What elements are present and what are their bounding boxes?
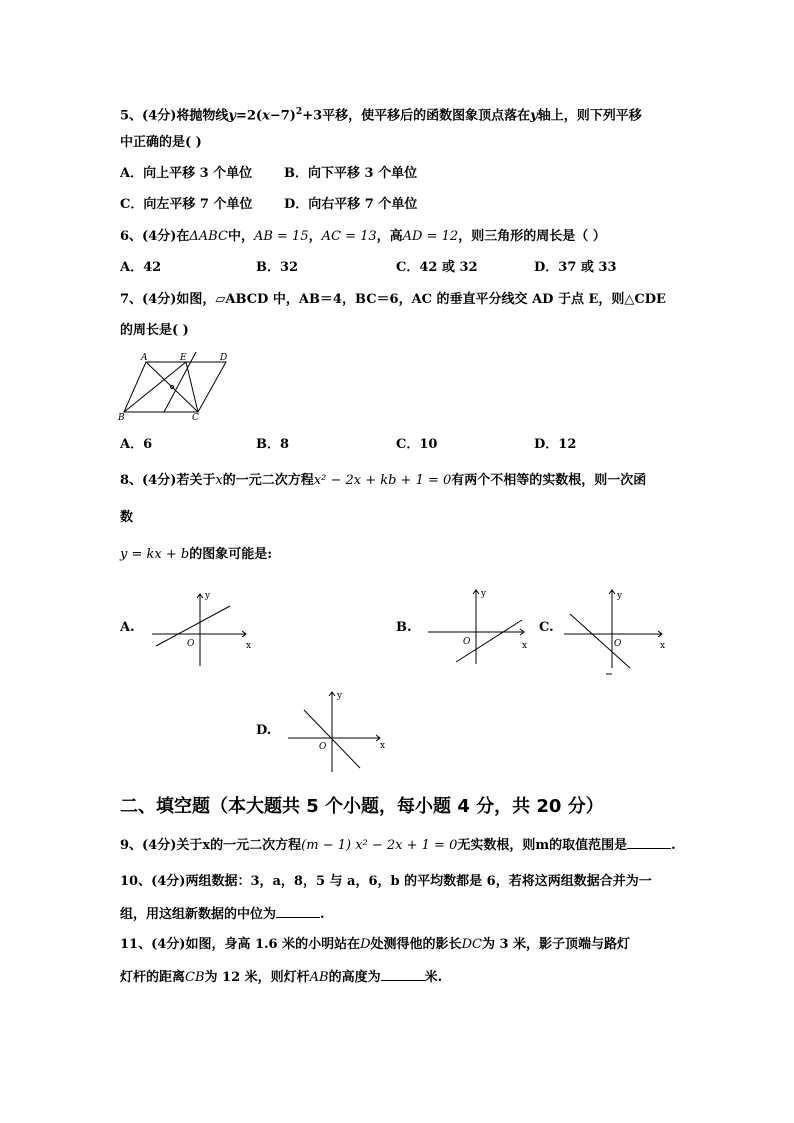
q5-option-c: C．向左平移 7 个单位	[120, 197, 253, 212]
q6-line1	[120, 228, 606, 246]
axis-y-label: y	[481, 589, 487, 599]
q9-end: .	[671, 838, 676, 853]
q5-line1	[120, 103, 642, 125]
q6-tail: ，则三角形的周长是（ ）	[458, 229, 606, 244]
q6-ad: AD = 12	[402, 229, 459, 244]
axis-y-label: y	[337, 691, 343, 701]
q6-option-c: C．42 或 32	[396, 260, 478, 275]
axis-y-label: y	[617, 591, 623, 601]
q9-line1	[120, 836, 676, 855]
q6-triangle: ΔABC	[189, 229, 228, 244]
q9-prefix: 9、(4分)关于x的一元二次方程	[120, 838, 302, 853]
origin-label: O	[463, 637, 471, 647]
axis-x-label: x	[522, 641, 528, 651]
q5-tail: 轴上，则下列平移	[537, 108, 642, 124]
q11-line2	[120, 968, 442, 987]
segment-be	[124, 362, 186, 412]
q6-option-a: A．42	[120, 260, 162, 275]
q8-line3	[120, 546, 272, 564]
q5-formula-y: y	[228, 108, 236, 124]
q7-option-d: D．12	[534, 437, 577, 452]
q6-option-d: D．37 或 33	[534, 260, 617, 275]
q8-graph-b	[426, 586, 536, 666]
q11-dc: DC	[461, 937, 482, 952]
q9-equation: (m − 1) x² − 2x + 1 = 0	[301, 838, 458, 853]
q5-formula-sup: 2	[295, 107, 303, 117]
q8-func: y = kx + b	[120, 547, 190, 562]
q6-prefix: 6、(4分)在	[120, 229, 190, 244]
q8-line2: 数	[120, 510, 134, 525]
axis-x-label: x	[380, 741, 386, 751]
q7-line2: 的周长是( )	[120, 323, 189, 338]
q9-answer-blank[interactable]	[627, 836, 671, 849]
parallelogram-abcd	[124, 362, 226, 412]
q5-formula-end: +3	[302, 108, 323, 124]
q8-mid: 的一元二次方程	[222, 473, 314, 488]
q11-end: 米.	[424, 970, 443, 985]
q7-parallelogram-figure	[116, 350, 236, 422]
label-c: C	[192, 413, 199, 422]
q11-answer-blank[interactable]	[381, 968, 425, 981]
label-b: B	[118, 413, 125, 422]
q11-line2-mid: 为 12 米，则灯杆	[204, 970, 310, 985]
q8-graph-c	[562, 586, 672, 676]
q7-option-b: B．8	[256, 437, 290, 452]
origin-label: O	[187, 639, 195, 649]
segment-ec	[186, 362, 198, 412]
q11-line1	[120, 936, 630, 954]
q11-d: D	[360, 937, 371, 952]
q10-line2	[120, 905, 325, 924]
q8-line3-tail: 的图象可能是:	[189, 547, 273, 562]
q8-option-d-label: D.	[256, 723, 272, 738]
q6-ab: AB = 15	[253, 229, 309, 244]
q5-prefix: 5、(4分)将抛物线	[120, 108, 229, 124]
q5-option-a: A．向上平移 3 个单位	[120, 166, 253, 181]
q8-option-a-label: A.	[120, 620, 135, 635]
q5-option-b: B．向下平移 3 个单位	[284, 166, 418, 181]
q5-option-d: D．向右平移 7 个单位	[284, 197, 418, 212]
label-d: D	[220, 353, 228, 363]
axis-x-label: x	[660, 641, 666, 651]
q8-prefix: 8、(4分)若关于	[120, 473, 216, 488]
q10-line2-prefix: 组，用这组新数据的中位为	[120, 907, 277, 922]
q8-var: x	[215, 473, 223, 488]
q8-equation: x² − 2x + kb + 1 = 0	[313, 473, 452, 488]
q11-prefix: 11、(4分)如图，身高 1.6 米的小明站在	[120, 937, 361, 952]
q7-option-a: A．6	[120, 437, 153, 452]
q6-ac: AC = 13	[321, 229, 377, 244]
q5-mid: 平移，使平移后的函数图象顶点落在	[322, 108, 531, 124]
q11-line2-prefix: 灯杆的距离	[120, 970, 186, 985]
origin-label: O	[614, 639, 622, 649]
q7-option-c: C．10	[396, 437, 438, 452]
q6-sep: ，	[308, 229, 322, 244]
q11-cb: CB	[185, 970, 205, 985]
q10-end: .	[320, 907, 325, 922]
q8-option-b-label: B.	[396, 620, 412, 635]
axis-y-label: y	[205, 591, 211, 601]
label-e: E	[180, 353, 187, 363]
q10-answer-blank[interactable]	[276, 905, 320, 918]
q5-formula-rest: −7)	[269, 108, 296, 124]
q11-line2-tail: 的高度为	[328, 970, 381, 985]
q8-line1	[120, 472, 646, 490]
section-2-title: 二、填空题（本大题共 5 个小题，每小题 4 分，共 20 分）	[120, 796, 604, 817]
diagonal-ac	[146, 362, 198, 412]
q11-ab: AB	[309, 970, 329, 985]
q5-line2: 中正确的是( )	[120, 135, 202, 150]
q10-line1: 10、(4分)两组数据：3，a，8，5 与 a，6，b 的平均数都是 6，若将这两组数据合并为一	[120, 874, 652, 889]
q5-formula-x: x	[262, 108, 270, 124]
q6-mid2: ，高	[376, 229, 403, 244]
q5-axis: y	[530, 108, 538, 124]
q8-option-c-label: C.	[539, 620, 554, 635]
q6-mid1: 中，	[227, 229, 254, 244]
q9-tail: 无实数根，则m的取值范围是	[457, 838, 628, 853]
q8-graph-d	[286, 688, 396, 774]
q5-formula-mid: =2(	[235, 108, 263, 124]
origin-label: O	[319, 742, 327, 752]
q11-mid: 处测得他的影长	[370, 937, 462, 952]
q11-tail: 为 3 米，影子顶端与路灯	[481, 937, 631, 952]
q6-option-b: B．32	[256, 260, 299, 275]
axis-x-label: x	[246, 641, 252, 651]
q8-graph-a	[150, 588, 260, 668]
q7-line1: 7、(4分)如图，▱ABCD 中，AB＝4，BC＝6，AC 的垂直平分线交 AD 于点 E，则△CDE	[120, 292, 666, 307]
label-a: A	[141, 353, 148, 363]
q8-tail: 有两个不相等的实数根，则一次函	[451, 473, 647, 488]
